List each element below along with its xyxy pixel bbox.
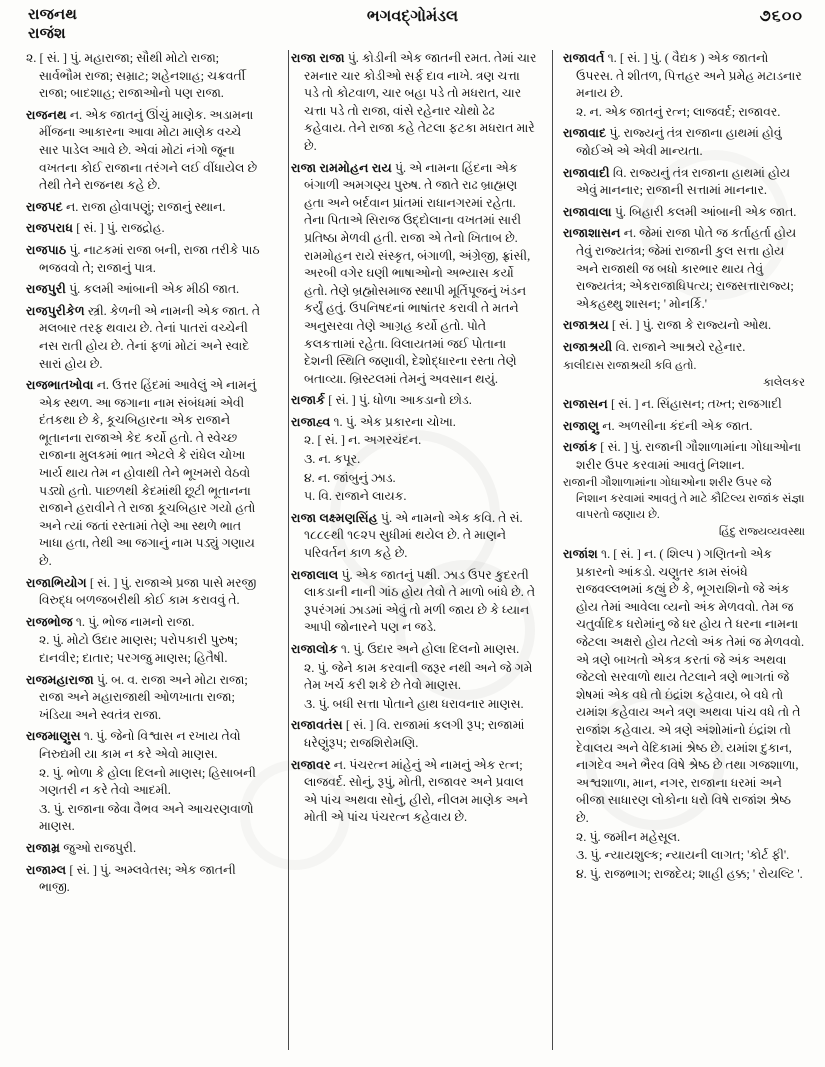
entry-headword: રાજમહારાજા bbox=[26, 672, 94, 687]
entry-headword: રાજપદ bbox=[26, 199, 63, 214]
entry-headword: રાજા લક્ષ્મણસિંહ bbox=[291, 510, 378, 525]
entry-sense-primary bbox=[291, 717, 537, 752]
dictionary-entry bbox=[26, 840, 263, 858]
running-head-left-line2: રાજંશ bbox=[28, 26, 66, 42]
dictionary-entry bbox=[563, 546, 805, 883]
running-head-left-line1: રાજનથ bbox=[28, 7, 78, 23]
dictionary-entry bbox=[26, 728, 263, 836]
dictionary-entry bbox=[563, 439, 805, 542]
entry-sense bbox=[26, 765, 263, 800]
dictionary-entry bbox=[563, 339, 805, 392]
entry-definition-text: પું. નાટકમાં રાજા બની, રાજા તરીકે પાઠ ભજવવો તે; રાજાનું પાત્ર. bbox=[39, 242, 260, 275]
dictionary-column-middle bbox=[277, 50, 549, 1060]
entry-headword: રાજાંક bbox=[563, 440, 598, 455]
entry-definition-text: ૨. પું. જમીન મહેસૂલ. bbox=[576, 829, 681, 844]
entry-definition-text: ન. પંચરત્ન માંહેનું એ નામનું એક રત્ન; લાજવર્દ. સોનું, રૂપું, મોતી, રાજાવર અને પ્રવાલ એ પાંચ અથવા સોનું, હીરો, નીલમ માણેક અને મોતી એ પાંચ પંચરત્ન કહેવાય છે. bbox=[304, 757, 529, 825]
dictionary-entry bbox=[26, 220, 263, 238]
entry-headword: રાજાલોક bbox=[291, 642, 338, 656]
entry-definition-text: ૧. પું. ઉદાર અને હોલા દિલનો માણસ. bbox=[340, 642, 520, 656]
dictionary-entry bbox=[26, 199, 263, 217]
entry-headword: રાજાવાદ bbox=[563, 126, 607, 141]
entry-definition-text: ૧. પું. જેનો વિશ્વાસ ન રખાય તેવો નિરુદ્યમી યા કામ ન કરે એવો માણસ. bbox=[39, 729, 241, 761]
entry-sense-primary bbox=[563, 165, 805, 200]
column-container bbox=[0, 50, 825, 1060]
entry-headword: રાજાભિયોગ bbox=[26, 575, 87, 590]
dictionary-entry bbox=[563, 165, 805, 200]
dictionary-entry bbox=[563, 50, 805, 121]
dictionary-entry bbox=[291, 717, 537, 752]
entry-headword: રાજપાઠ bbox=[26, 242, 67, 257]
entry-sense-primary bbox=[26, 199, 263, 217]
entry-sense-primary bbox=[563, 339, 805, 357]
entry-sense-primary bbox=[563, 546, 805, 828]
entry-headword: રાજાસન bbox=[563, 397, 608, 412]
entry-definition-text: [ સં. ] વિ. રાજામાં કલગી રૂપ; રાજામાં ધરેણુંરૂપ; રાજશિરોમણિ. bbox=[304, 718, 525, 750]
entry-definition-text: ૧. પું. એક પ્રકારના ચોખા. bbox=[333, 414, 456, 429]
dictionary-entry bbox=[563, 396, 805, 414]
dictionary-entry bbox=[291, 50, 537, 156]
entry-sense-primary bbox=[26, 672, 263, 725]
entry-definition-text: [ સં. ] ન. સિંહાસન; તખ્ત; રાજગાદી bbox=[610, 397, 782, 412]
entry-headword: રાજા રાજા bbox=[291, 51, 345, 65]
entry-sense-primary bbox=[563, 396, 805, 414]
entry-sense-primary bbox=[291, 567, 537, 637]
entry-headword: રાજનથ bbox=[26, 107, 67, 122]
entry-definition-text: ૧. [ સં. ] ન. ( શિલ્પ ) ગણિતનો એક પ્રકારનો આંકડો. ચણુતર કામ સંબંધે રાજવલ્લભમાં કહ્યું છે કે, ભૂગરાશિનો જે અંક હોય તેમાં આવેલા વ્યનો અંક મેળવવો. તેમ જ ચતુર્વાદિક ધરોમાંનુ જે ધર હોય તે ધરના નામના જેટલા અક્ષરો હોય તેટલો અંક તેમાં જ મેળવવો. એ ત્રણે બાખતો એકત્ર કરતાં જે અંક અથવા જેટલો સરવાળો થાય તેટલાને ત્રણે ભાગતાં જે શેષમાં એક વધે તો ઇંદ્રાંશ કહેવાય, બે વધે તો યમાંશ કહેવાય અને ત્રણ અથવા પાંચ વધે તો તે રાજાંશ કહેવાય. એ ત્રણે અંશોમાંનો ઇંદ્રાંશ તો દેવાલય અને વેદિકામાં શ્રેષ્ઠ છે. યમાંશ દુકાન, નાગદેવ અને ભૈરવ વિષે શ્રેષ્ઠ છે તથા ગજશાળા, અશ્વશાળા, માન, નગર, રાજાના ધરમાં અને બીજા સાધારણ લોકોના ધરો વિષે રાજાંશ શ્રેષ્ઠ છે. bbox=[576, 547, 805, 825]
entry-sense bbox=[563, 829, 805, 847]
dictionary-entry bbox=[291, 392, 537, 410]
entry-usage-quote: રાજાની ગૌશાળામાંના ગોધાઓના શરીર ઉપર જે નિશાન કરવામાં આવતું તે માટે કૌટિલ્ય રાજાંક સંજ્ઞા વાપરતો જણાય છે. bbox=[563, 477, 805, 522]
entry-definition-text: ૨. [ સં. ] ન. અગરચંદન. bbox=[304, 433, 422, 448]
entry-sense-primary bbox=[26, 575, 263, 610]
entry-definition-text: પું. એ નામના હિંદના એક બંગાળી અમગણ્ય પુરુષ. તે જાતે રાઢ બ્રાહ્મણ હતા અને બર્દવાન પ્રાંતમાં રાધાનગરમાં રહેતા. તેના પિતાએ સિરાજ ઉદ્દોલાના વખતમાં સારી પ્રતિષ્ઠા મેળવી હતી. રાજા એ તેનો ખિતાબ છે. રામમોહન રાયે સંસ્કૃત, બંગાળી, અંગ્રેજી, ફ્રાંસી, અરબી વગેર ઘણી ભાષાઓનો અભ્યાસ કર્યો હતો. તેણે બ્રહ્મોસમાજ સ્થાપી મૂર્તિપૂજનું ખંડન કર્યું હતું. ઉપનિષદનાં ભાષાંતર કરાવી તે મતને અનુસરવા તેણે આગ્રહ કર્યો હતો. પોતે કલકત્તામાં રહેતા. વિલાયતમાં જઈ પોતાના દેશની સ્થિતિ જણાવી, દેશોદ્ધારના રસ્તા તેણે બતાવ્યા. બ્રિસ્ટલમાં તેમનું અવસાન થયું. bbox=[304, 160, 531, 386]
running-head bbox=[0, 0, 825, 46]
entry-sense-primary bbox=[563, 50, 805, 103]
entry-definition-text: વિ. રાજાને આશ્રયે રહેનાર. bbox=[615, 339, 746, 354]
entry-sense bbox=[26, 801, 263, 836]
entry-headword: રાજાર્ક bbox=[291, 393, 326, 408]
dictionary-entry bbox=[26, 575, 263, 610]
entry-sense-primary bbox=[26, 50, 263, 103]
entry-sense-primary bbox=[563, 418, 805, 436]
entry-sense-primary bbox=[26, 728, 263, 763]
entry-sense bbox=[563, 866, 805, 884]
entry-sense-primary bbox=[26, 840, 263, 858]
entry-headword: રાજાણુ bbox=[563, 418, 600, 433]
entry-sense-primary bbox=[291, 757, 537, 827]
entry-headword: રાજાશાસન bbox=[563, 226, 621, 241]
dictionary-entry bbox=[563, 125, 805, 160]
entry-headword: રાજામ્લ bbox=[26, 862, 67, 877]
book-title: ભગવદ્ગોમંડલ bbox=[366, 8, 459, 25]
entry-definition-text: ૧. [ સં. ] પું. ( વૈદ્યક ) એક જાતનો ઉપરસ. તે શીતળ, પિત્તહર અને પ્રમેહ મટાડનાર મનાય છે. bbox=[576, 51, 802, 101]
entry-definition-text: ન. અળસીના કંદની એક જાત. bbox=[602, 418, 753, 433]
entry-definition-text: ૩. પું. રાજાના જેવા વૈભવ અને આચરણવાળો માણસ. bbox=[39, 801, 254, 834]
entry-definition-text: ૩. પું. ન્યાયશુલ્ક; ન્યાયની લાગત; 'કોર્ટ ફી'. bbox=[576, 848, 790, 863]
entry-headword: રાજાવર્ત bbox=[563, 51, 605, 65]
entry-definition-text: વિ. રાજ્યનું તંત્ર રાજાના હાથમાં હોય એવું માનનાર; રાજાની સત્તામાં માનનાર. bbox=[576, 165, 791, 198]
dictionary-column-left bbox=[0, 50, 277, 1060]
entry-definition-text: [ સં. ] પું. રાજદ્રોહ. bbox=[76, 221, 165, 236]
entry-sense-primary bbox=[26, 107, 263, 195]
entry-headword: રાજપરાધ bbox=[26, 221, 74, 236]
dictionary-entry bbox=[26, 614, 263, 668]
dictionary-entry bbox=[26, 672, 263, 725]
entry-headword: રાજાવાલા bbox=[563, 204, 612, 219]
entry-definition-text: ૪. ન. જાંબુનું ઝાડ. bbox=[304, 470, 396, 485]
entry-sense bbox=[291, 470, 537, 488]
entry-definition-text: પું. એક જાતનું પક્ષી. ઝાડ ઉપર કુદરતી લાકડાની નાની ગાંઠ હોય તેવો તે માળો બાંધે છે. તે રૂપરંગમાં ઝાડમાં એવું તો મળી જાય છે કે ધ્યાન આપી જોનારને પણ ન જડે. bbox=[304, 567, 536, 635]
dictionary-entry bbox=[26, 107, 263, 195]
entry-definition-text: [ સં. ] પું. રાજાની ગૌશાળામાંના ગોધાઓના શરીર ઉપર કરવામાં આવતું નિશાન. bbox=[576, 440, 802, 472]
entry-definition-text: ૨. પું. મોટો ઉદાર માણસ; પરોપકારી પુરુષ; દાનવીર; દાતાર; પરગજુ માણસ; હિતૈષી. bbox=[39, 633, 238, 665]
entry-sense bbox=[563, 104, 805, 122]
entry-sense bbox=[291, 488, 537, 506]
entry-definition-text: ૨. પું. ભોળા કે હોલા દિલનો માણસ; હિસાબની ગણતરી ન કરે તેવો આદમી. bbox=[39, 765, 256, 798]
entry-sense bbox=[26, 632, 263, 667]
page-number: ૭૬૦૦ bbox=[759, 8, 803, 25]
entry-headword: રાજાહ્વ bbox=[291, 414, 331, 429]
entry-definition-text: પું. કલમી આંબાની એક મીઠી જાત. bbox=[69, 282, 240, 297]
dictionary-entry bbox=[291, 567, 537, 637]
entry-definition-text: [ સં. ] પું. અમ્લવેતસ; એક જાતની ભાજી. bbox=[39, 862, 236, 895]
entry-headword: રાજાવાદી bbox=[563, 165, 610, 180]
entry-headword: રાજપુરી bbox=[26, 282, 66, 297]
entry-headword: રાજાશ્રય bbox=[563, 318, 609, 333]
dictionary-entry bbox=[563, 418, 805, 436]
entry-usage-quote: કાલીદાસ રાજાશ્રયી કવિ હતો. bbox=[563, 359, 697, 372]
entry-definition-text: ન. ઉત્તર હિંદમાં આવેલું એ નામનું એક સ્થળ. આ જગાના નામ સંબંધમાં એવી દંતકથા છે કે, કૂચબિહારના એક રાજાને ભૂતાનના રાજાએ કેદ કર્યો હતો. તે સ્વેચ્છ રાજાના મુલકમાં ભાત એટલે કે રાંધેલ ચોખા ખાર્ય થાય તેમ ન હોવાથી તેને ભૂખમરો વેઠવો પડ્યો હતો. પાછળથી કેદમાંથી છૂટી ભૂતાનના રાજાને હરાવીને તે રાજા કૂચબિહાર ગયો હતો અને ત્યાં જતાં રસ્તામાં તેણે આ સ્થળે ભાત ખાધા હતા, તેથી આ જગાનું નામ પડ્યું ગણાય છે. bbox=[39, 378, 257, 569]
entry-headword: રાજામ્ર bbox=[26, 840, 61, 855]
entry-sense-primary bbox=[563, 439, 805, 474]
entry-headword: રાજાશ્રયી bbox=[563, 339, 613, 354]
entry-sense-primary bbox=[563, 317, 805, 335]
entry-definition-text: પું. રાજ્યનું તંત્ર રાજાના હાથમાં હોવું જોઈએ એ એવી માન્યતા. bbox=[576, 126, 782, 158]
dictionary-entry bbox=[26, 377, 263, 571]
entry-headword: રાજમાણુસ bbox=[26, 729, 81, 744]
entry-sense-primary bbox=[563, 225, 805, 313]
dictionary-entry bbox=[26, 242, 263, 277]
entry-sense bbox=[291, 432, 537, 450]
entry-headword: રાજભોજ bbox=[26, 614, 73, 629]
entry-definition-text: જુઓ રાજપુરી. bbox=[63, 840, 137, 855]
entry-citation-source: હિંદુ રાજ્યવ્યવસ્થા bbox=[718, 526, 805, 539]
entry-sense-primary bbox=[26, 303, 263, 373]
entry-sense-primary bbox=[26, 242, 263, 277]
entry-sense-primary bbox=[26, 614, 263, 632]
entry-definition-text: [ સં. ] પું. ધોળા આકડાનો છોડ. bbox=[328, 393, 472, 408]
entry-definition-text: ૨. [ સં. ] પું. મહારાજા; સૌથી મોટો રાજા; સાર્વભૌમ રાજા; સમ્રાટ; શહેનશાહ; ચક્રવર્તી રાજા; બાદશાહ; રાજાઓનો પણ રાજા. bbox=[26, 51, 246, 101]
entry-definition-text: ૩. ન. કપૂર. bbox=[304, 452, 361, 467]
entry-definition-text: ન. એક જાતનું ઊંચું માણેક. અડામના મીંજના આકારના આવા મોટા માણેક વચ્ચે સાર પાડેલ આવે છે. એવાં મોટાં નંગો જૂના વખતના કોઈ રાજાના તરંગને લઈ વીંધાયેલ છે તેથી તેને રાજનથ કહે છે. bbox=[39, 107, 258, 193]
entry-definition-text: ૪. પું. રાજભાગ; રાજદેય; શાહી હક્ક; ' રોયલ્ટિ '. bbox=[576, 866, 803, 881]
entry-headword: રાજાંશ bbox=[563, 547, 598, 562]
entry-sense-primary bbox=[291, 641, 537, 659]
entry-sense bbox=[291, 451, 537, 469]
entry-sense-primary bbox=[26, 281, 263, 299]
entry-headword: રાજભાતખોવા bbox=[26, 378, 94, 393]
dictionary-entry bbox=[291, 510, 537, 563]
entry-headword: રાજાવતંસ bbox=[291, 718, 343, 733]
entry-sense-primary bbox=[291, 160, 537, 389]
entry-definition-text: સ્ત્રી. કેળની એ નામની એક જાત. તે મલબાર તરફ થવાય છે. તેનાં પાતરાં વચ્ચેની નસ રાતી હોય છે. તેનાં ફળાં મોટાં અને સ્વાદે સારાં હોય છે. bbox=[39, 303, 261, 371]
entry-sense bbox=[291, 696, 537, 714]
entry-sense-primary bbox=[26, 220, 263, 238]
entry-headword: રાજપુરીકેળ bbox=[26, 303, 85, 318]
entry-sense-primary bbox=[291, 414, 537, 432]
entry-sense bbox=[563, 847, 805, 865]
entry-definition-text: પું. એ નામનો એક કવિ. તે સં. ૧૮૮૯થી ૧૯૨૫ સુધીમાં થયેલ છે. તે માણને પરિવર્તન કાળ કહે છે. bbox=[304, 510, 523, 561]
entry-sense-primary bbox=[291, 510, 537, 563]
entry-definition-text: પું. કોડીની એક જાતની રમત. તેમાં ચાર રમનાર ચાર કોડીઓ સર્ફ દાવ નાખે. ત્રણ ચત્તા પડે તો કોટવાળ, ચાર બહા પડે તો મધરાત, ચાર ચત્તા પડે તો રાજા, વાંસે રહેનાર ચોથો ઢેઢ કહેવાય. તેને રાજા કહે તેટલા ફટકા મધરાત મારે છે. bbox=[304, 51, 537, 153]
entry-headword: રાજા રામમોહન રાય bbox=[291, 160, 392, 175]
dictionary-entry bbox=[563, 204, 805, 222]
entry-definition-text: પું. બિહારી કલમી આંબાની એક જાત. bbox=[614, 204, 797, 219]
entry-headword: રાજાવર bbox=[291, 757, 331, 772]
entry-definition-text: ૨. ન. એક જાતનું રત્ન; લાજવર્દ; રાજાવર. bbox=[576, 104, 781, 119]
entry-definition-text: ૫. વિ. રાજાને લાયક. bbox=[304, 489, 407, 504]
dictionary-column-right bbox=[549, 50, 825, 1060]
entry-definition-text: ૩. પું. બધી સત્તા પોતાને હાથ ધરાવનાર માણસ. bbox=[304, 696, 524, 711]
dictionary-entry bbox=[26, 50, 263, 103]
dictionary-entry bbox=[291, 641, 537, 713]
dictionary-entry bbox=[26, 303, 263, 373]
entry-definition-text: પું. બ. વ. રાજા અને મોટા રાજા; રાજા અને મહારાજાથી ઓળખાતા રાજા; ખંડિયા અને સ્વતંત્ર રાજા. bbox=[39, 672, 248, 722]
entry-sense-primary bbox=[26, 862, 263, 897]
entry-sense-primary bbox=[291, 50, 537, 156]
entry-headword: રાજાલાલ bbox=[291, 567, 339, 582]
entry-citation-source: કાલેલકર bbox=[763, 376, 805, 389]
entry-sense-primary bbox=[291, 392, 537, 410]
entry-sense-primary bbox=[563, 204, 805, 222]
entry-definition-text: ૧. પું. ભોજ નામનો રાજા. bbox=[75, 614, 195, 629]
entry-definition-text: ન. રાજા હોવાપણું; રાજાનું સ્થાન. bbox=[66, 199, 226, 214]
dictionary-entry bbox=[26, 281, 263, 299]
entry-sense-primary bbox=[563, 125, 805, 160]
dictionary-entry bbox=[563, 317, 805, 335]
entry-sense bbox=[291, 660, 537, 695]
entry-definition-text: [ સં. ] પું. રાજા કે રાજ્યનો ઓથ. bbox=[611, 318, 772, 333]
dictionary-entry bbox=[291, 757, 537, 827]
dictionary-entry bbox=[291, 160, 537, 389]
dictionary-entry bbox=[26, 862, 263, 897]
dictionary-entry bbox=[291, 414, 537, 506]
entry-sense-primary bbox=[26, 377, 263, 571]
entry-definition-text: ૨. પું. જેને કામ કરવાની જરૂર નથી અને જે ગમે તેમ ખર્ચ કરી શકે છે તેવો માણસ. bbox=[304, 660, 533, 693]
entry-definition-text: [ સં. ] પું. રાજાએ પ્રજા પાસે મરજી વિરુદ્ધ બળજબરીથી કોઈ કામ કરાવવું તે. bbox=[39, 575, 257, 608]
entry-definition-text: ન. જેમાં રાજા પોતે જ કર્તાહર્તા હોય તેવું રાજ્યતંત્ર; જેમાં રાજાની કુલ સત્તા હોય અને રાજાથી જ બધો કારભાર થાય તેવું રાજ્યતંત્ર; એકરાજાધિપત્ય; રાજસત્તારાજ્ય; એકહથ્થુ શાસન; ' મોનર્કિ.' bbox=[576, 226, 797, 311]
dictionary-entry bbox=[563, 225, 805, 313]
